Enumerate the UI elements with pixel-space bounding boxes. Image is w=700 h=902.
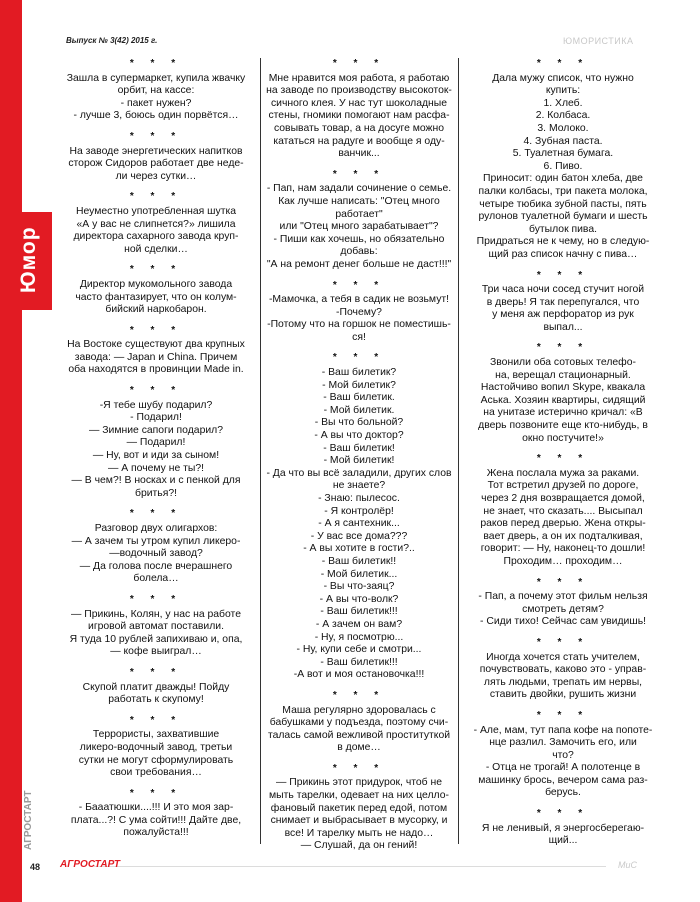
joke-line: 4. Зубная паста. xyxy=(523,135,603,147)
joke-line: Приносит: один батон хлеба, две xyxy=(483,173,643,185)
joke-line: игровой автомат поставили. xyxy=(88,621,224,633)
separator-stars: * * * xyxy=(129,666,183,678)
joke-line: Мне нравится моя работа, я работаю xyxy=(268,72,450,84)
joke-line: - Але, мам, тут папа кофе на попоте- xyxy=(473,724,653,736)
joke-line: - Ваш билетик! xyxy=(323,442,395,454)
column-divider xyxy=(260,58,261,844)
joke-line: почувствовать, каково это - управ- xyxy=(479,664,647,676)
joke-line: - А вы что доктор? xyxy=(314,430,404,442)
joke-line: -Потому что на горшок не поместишь- xyxy=(267,319,451,331)
joke-line: Жена послала мужа за раками. xyxy=(486,467,640,479)
issue-number: Выпуск № 3(42) 2015 г. xyxy=(66,36,158,45)
joke-line: ли через сутки… xyxy=(115,170,197,182)
joke-line: Аська. Хозяин квартиры, сидящий xyxy=(480,394,646,406)
joke-line: — Ну, вот и иди за сыном! xyxy=(92,450,220,462)
joke-line: — кофе выиграл… xyxy=(110,646,202,658)
joke-line: - А вы что-волк? xyxy=(319,593,399,605)
joke-line: - пакет нужен? xyxy=(120,97,192,109)
joke-line: ванчик... xyxy=(338,148,380,160)
joke-line: - Мой билетик. xyxy=(323,404,395,416)
joke xyxy=(464,270,662,335)
joke-line: ликеро-водочный завод, третьи xyxy=(79,741,233,753)
joke-line: - Да что вы всё заладили, других слов xyxy=(266,467,452,479)
joke-line: купить: xyxy=(545,85,581,97)
joke-line: болела… xyxy=(133,573,179,585)
joke-line: у меня аж перфоратор из рук xyxy=(492,309,634,321)
joke-line: выпал... xyxy=(543,321,583,333)
joke-line: бабушками у подъезда, поэтому счи- xyxy=(269,717,449,729)
separator-stars: * * * xyxy=(129,385,183,397)
joke-line: - Ну, купи себе и смотри... xyxy=(296,644,422,656)
separator-stars: * * * xyxy=(129,264,183,276)
joke-line: - Пиши как хочешь, но обязательно xyxy=(273,233,445,245)
joke-line: через 2 дня возвращается домой, xyxy=(481,493,645,504)
joke-line: бийский наркобарон. xyxy=(105,304,207,316)
joke-line: дверь позвоните еще кто-нибудь, в xyxy=(478,420,648,432)
separator-stars: * * * xyxy=(332,279,386,291)
joke-line: -А вот и моя остановочка!!! xyxy=(293,669,425,681)
joke xyxy=(464,58,662,262)
footer-logo xyxy=(60,859,120,870)
joke-line: -Мамочка, а тебя в садик не возьмут! xyxy=(268,294,450,306)
joke xyxy=(464,808,662,848)
separator-stars: * * * xyxy=(536,576,590,588)
joke-line: — Прикинь, Колян, у нас на работе xyxy=(71,608,241,620)
joke-line: четыре тюбика зубной пасты, пять xyxy=(479,198,647,210)
separator-stars: * * * xyxy=(129,324,183,336)
joke-line: - лучше 3, боюсь один порвётся… xyxy=(73,110,239,122)
section-header-tag: ЮМОРИСТИКА xyxy=(563,36,634,46)
joke-line: На заводе энергетических напитков xyxy=(69,145,243,157)
joke xyxy=(58,264,254,316)
joke-line: — Прикинь этот придурок, чтоб не xyxy=(275,777,443,789)
separator-stars: * * * xyxy=(536,269,590,281)
joke-line: - Пап, нам задали сочинение о семье. xyxy=(266,183,452,195)
joke-line: -Почему? xyxy=(336,306,382,318)
separator-stars: * * * xyxy=(129,508,183,520)
joke xyxy=(266,352,452,681)
joke xyxy=(58,788,254,840)
joke-line: на заводе по производству высокоток- xyxy=(266,85,452,97)
joke xyxy=(266,690,452,755)
joke-line: На Востоке существуют два крупных xyxy=(67,339,245,351)
joke-line: или "Отец много зарабатывает"? xyxy=(279,221,439,233)
joke-line: сичного клея. У нас тут шоколадные xyxy=(270,97,448,109)
joke-line: оба находятся в провинции Made in. xyxy=(68,364,244,376)
joke-line: Три часа ночи сосед стучит ногой xyxy=(481,284,645,296)
joke xyxy=(464,637,662,702)
joke-line: работает" xyxy=(335,208,383,220)
joke-line: —водочный завод? xyxy=(109,548,203,560)
joke-line: Директор мукомольного завода xyxy=(79,278,233,290)
joke-line: рулонов туалетной бумаги и шесть xyxy=(478,211,648,223)
column-3 xyxy=(464,58,662,856)
joke xyxy=(266,58,452,161)
joke xyxy=(266,169,452,272)
joke-line: все! И тарелку мыть не надо… xyxy=(284,827,434,839)
joke-line: бутылок пива. xyxy=(528,223,598,235)
joke xyxy=(464,453,662,568)
separator-stars: * * * xyxy=(129,714,183,726)
joke-line: - Отца не трогай! А полотенце в xyxy=(485,762,641,774)
separator-stars: * * * xyxy=(332,168,386,180)
joke-line: директора сахарного завода круп- xyxy=(73,231,239,243)
joke-line: орбит, на кассе: xyxy=(117,85,195,97)
section-tab xyxy=(6,212,52,310)
joke-line: щий... xyxy=(548,835,578,847)
joke-line: кататься на радуге и вообще я оду- xyxy=(273,135,445,147)
joke-line: стены, гномики помогают нам расфа- xyxy=(268,110,450,122)
joke xyxy=(58,191,254,256)
joke-line: - Ваш билетик. xyxy=(323,392,395,404)
separator-stars: * * * xyxy=(536,636,590,648)
column-1 xyxy=(58,58,254,848)
joke-line: Звонили оба сотовых телефо- xyxy=(490,357,636,369)
joke-line: — А зачем ты утром купил ликеро- xyxy=(71,535,241,547)
joke-line: — А почему не ты?! xyxy=(107,462,205,474)
joke-line: Маша регулярно здоровалась с xyxy=(282,704,436,716)
joke-line: окно постучите!» xyxy=(522,432,604,444)
joke-line: «А у вас не слипнется?» лишила xyxy=(76,218,236,230)
joke xyxy=(58,715,254,780)
joke-line: берусь. xyxy=(545,787,581,799)
joke-line: нце разлил. Замочить его, или xyxy=(489,737,637,749)
joke-line: свои требования… xyxy=(110,767,202,779)
joke-line: не знаете? xyxy=(332,480,386,492)
joke-line: Проходим… проходим… xyxy=(503,555,623,567)
joke-line: совывать товар, а на досуге можно xyxy=(273,122,445,134)
joke-line: - Ваш билетик!! xyxy=(321,555,397,567)
separator-stars: * * * xyxy=(129,58,183,69)
joke-line: палки колбасы, три пакета молока, xyxy=(478,185,648,197)
joke-line: — Да голова после вчерашнего xyxy=(79,560,233,572)
joke-line: - А я сантехник... xyxy=(318,518,400,530)
joke-line: - Мой билетик... xyxy=(320,568,398,580)
separator-stars: * * * xyxy=(332,762,386,774)
joke xyxy=(464,577,662,629)
joke-line: добавь: xyxy=(340,246,378,258)
joke-line: "А на ремонт денег больше не даст!!!" xyxy=(266,258,452,270)
separator-stars: * * * xyxy=(332,58,386,69)
separator-stars: * * * xyxy=(129,130,183,142)
footer-logo-start: СТАРТ xyxy=(87,859,120,870)
joke-line: вает дверь, а он их подталкивая, xyxy=(483,530,643,542)
joke-line: 1. Хлеб. xyxy=(543,97,583,109)
joke-line: - Мой билетик? xyxy=(322,379,396,391)
joke-line: - Ваш билетик!!! xyxy=(320,606,398,618)
joke-line: сторож Сидоров работает две неде- xyxy=(68,158,244,170)
joke-line: говорит: — Ну, наконец-то дошли! xyxy=(480,543,646,555)
joke-line: в доме… xyxy=(337,742,381,754)
joke-line: - Бааатюшки....!!! И это моя зар- xyxy=(78,802,234,814)
joke-line: - Подарил! xyxy=(130,412,182,424)
joke-line: 2. Колбаса. xyxy=(535,110,591,122)
joke xyxy=(266,280,452,345)
joke-line: что? xyxy=(552,749,574,761)
joke-line: - А вы хотите в гости?.. xyxy=(303,543,415,555)
joke-line: 5. Туалетная бумага. xyxy=(512,148,614,160)
joke-line: не знает, что сказать.... Высыпал xyxy=(483,505,643,517)
joke-line: -Я тебе шубу подарил? xyxy=(99,399,213,411)
joke-line: Террористы, захватившие xyxy=(92,729,220,741)
column-divider xyxy=(458,58,459,844)
joke-line: - Сиди тихо! Сейчас сам увидишь! xyxy=(480,616,646,628)
joke-line: - Вы что больной? xyxy=(314,417,404,429)
footer-logo-agro: АГРО xyxy=(60,859,88,870)
joke-line: лять людьми, трепать им нервы, xyxy=(483,676,643,688)
joke-line: часто фантазирует, что он колум- xyxy=(75,291,237,303)
joke-line: - Ну, я посмотрю... xyxy=(314,631,404,643)
joke-line: — В чем?! В носках и с пенкой для xyxy=(71,475,241,487)
joke-line: Дала мужу список, что нужно xyxy=(492,72,634,84)
joke-line: 3. Молоко. xyxy=(537,122,589,134)
separator-stars: * * * xyxy=(536,453,590,465)
joke-line: на унитазе истерично кричал: «В xyxy=(483,407,643,419)
footer-rule xyxy=(94,866,606,867)
separator-stars: * * * xyxy=(536,342,590,354)
joke-line: ставить двойки, рушить жизни xyxy=(489,689,637,701)
joke-line: бритья?! xyxy=(135,487,177,499)
joke-line: - Ваш билетик!!! xyxy=(320,656,398,668)
joke-line: на, верещал стационарный. xyxy=(495,369,631,381)
joke xyxy=(58,58,254,123)
joke-line: — Зимние сапоги подарил? xyxy=(88,424,223,436)
joke-line: раков перед дверью. Жена откры- xyxy=(480,518,646,530)
separator-stars: * * * xyxy=(129,787,183,799)
joke-line: Неуместно употребленная шутка xyxy=(75,205,237,217)
joke-line: Я туда 10 рублей запихиваю и, опа, xyxy=(69,633,243,645)
joke-line: - Вы что-заяц? xyxy=(323,581,395,593)
separator-stars: * * * xyxy=(332,689,386,701)
joke xyxy=(58,131,254,183)
joke xyxy=(58,508,254,586)
joke xyxy=(58,385,254,500)
separator-stars: * * * xyxy=(536,709,590,721)
separator-stars: * * * xyxy=(129,593,183,605)
joke-line: снимает и выбрасывает в мусорку, и xyxy=(270,815,448,827)
joke xyxy=(464,710,662,800)
side-logo-text: АГРОСТАРТ xyxy=(23,790,34,850)
column-2 xyxy=(266,58,452,861)
joke-line: Настойчиво вопил Skype, квакала xyxy=(480,382,646,394)
joke-line: — Слушай, да он гений! xyxy=(300,840,418,852)
joke-line: - А зачем он вам? xyxy=(315,618,403,630)
joke-line: машинку брось, вечером сама раз- xyxy=(478,774,648,786)
joke-line: плата...?! С ума сойти!!! Дайте две, xyxy=(70,814,242,826)
joke xyxy=(58,325,254,377)
joke-line: работать к скупому! xyxy=(108,694,204,706)
left-red-edge xyxy=(0,0,22,902)
joke-line: Иногда хочется стать учителем, xyxy=(486,651,640,663)
joke-line: - Я контролёр! xyxy=(324,505,394,517)
joke-line: смотреть детям? xyxy=(522,603,604,615)
joke-line: 6. Пиво. xyxy=(543,160,583,172)
joke-line: Тот встретил друзей по дороге, xyxy=(487,480,639,492)
joke-line: - Мой билетик! xyxy=(323,455,395,467)
joke-line: - Ваш билетик? xyxy=(321,367,397,379)
joke-line: Зашла в супермаркет, купила жвачку xyxy=(66,72,246,84)
joke-line: талась самой вежливой проституткой xyxy=(267,729,451,741)
joke-line: - Знаю: пылесос. xyxy=(318,493,400,504)
joke-line: фановый пакетик перед едой, потом xyxy=(270,802,448,814)
separator-stars: * * * xyxy=(129,191,183,203)
joke xyxy=(58,667,254,707)
joke-line: мыть тарелки, одевает на них целло- xyxy=(269,790,449,802)
joke xyxy=(58,594,254,659)
joke-line: - У вас все дома??? xyxy=(310,530,408,542)
separator-stars: * * * xyxy=(536,58,590,69)
side-logo xyxy=(23,790,37,850)
joke-line: завода: — Japan и China. Причем xyxy=(74,351,238,363)
joke-line: Я не ленивый, я энергосберегаю- xyxy=(481,822,645,834)
joke-line: ной сделки… xyxy=(124,243,188,255)
joke-line: — Подарил! xyxy=(126,437,186,449)
joke-line: Скупой платит дважды! Пойду xyxy=(82,681,230,693)
joke-line: щий раз список начну с пива… xyxy=(488,248,638,260)
joke-line: Придраться не к чему, но в следую- xyxy=(476,236,650,248)
joke-line: пожалуйста!!! xyxy=(123,827,189,839)
page-number: 48 xyxy=(30,862,41,872)
joke-line: Как лучше написать: "Отец много xyxy=(278,195,440,207)
joke-line: в дверь! Я так перепугался, что xyxy=(486,296,640,308)
joke xyxy=(266,763,452,853)
separator-stars: * * * xyxy=(536,808,590,820)
section-label: Юмор xyxy=(17,226,40,293)
joke-line: сутки не могут сформулировать xyxy=(78,754,234,766)
joke xyxy=(464,342,662,445)
separator-stars: * * * xyxy=(332,352,386,364)
footer-right-mark: МиС xyxy=(618,860,638,870)
joke-line: Разговор двух олигархов: xyxy=(94,523,218,534)
joke-line: - Пап, а почему этот фильм нельзя xyxy=(478,591,648,603)
joke-line: ся! xyxy=(352,331,366,343)
